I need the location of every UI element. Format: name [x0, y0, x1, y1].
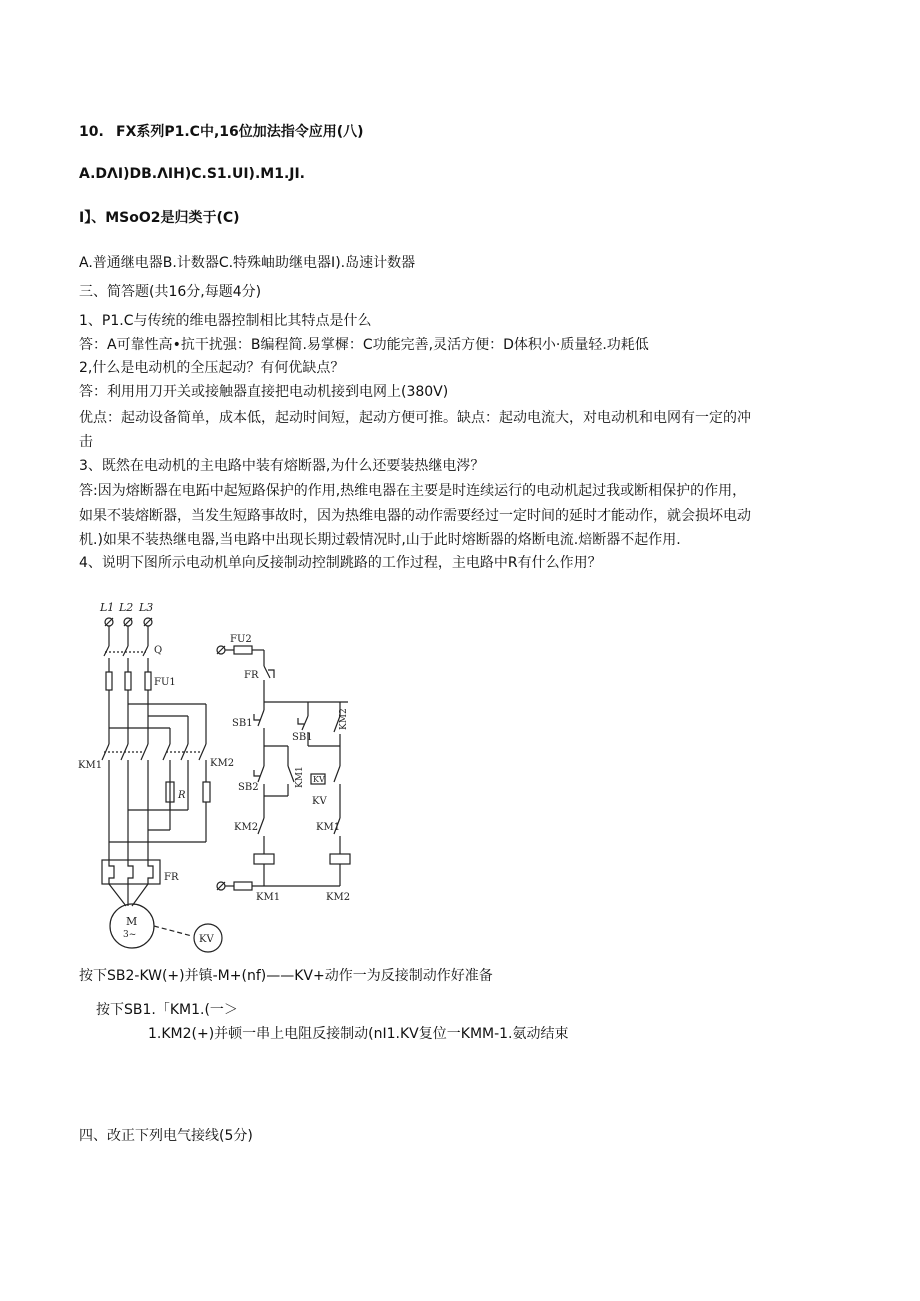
- s3-answer-2-cont: 击: [79, 434, 93, 450]
- label-FU2: FU2: [230, 634, 252, 645]
- label-M-sub: 3~: [123, 930, 137, 940]
- label-FR-control: FR: [244, 670, 259, 681]
- fuses-FU1: [106, 672, 151, 690]
- control-circuit: [217, 646, 350, 890]
- label-L2: L2: [119, 601, 134, 614]
- label-KM1-aux: KM1: [295, 766, 305, 788]
- thermal-relay-FR: [102, 860, 160, 884]
- label-SB1-reverse: SB1: [292, 732, 313, 743]
- label-SB2: SB2: [238, 782, 259, 793]
- s3-answer-3-line2: 如果不装熔断器，当发生短路事故时，因为热维电器的动作需要经过一定时间的延时才能动作，就会损坏电动: [79, 508, 751, 524]
- label-KM2-aux: KM2: [339, 708, 349, 730]
- q10-options: A.DΛI)DB.ΛIH)C.S1.UI).M1.JI.: [79, 166, 306, 182]
- label-KV: KV: [199, 934, 214, 945]
- label-KM2-main: KM2: [210, 758, 235, 769]
- label-L1: L1: [100, 601, 115, 614]
- s3-question-4: 4、说明下图所示电动机单向反接制动控制跳路的工作过程，主电路中R有什么作用？: [79, 555, 602, 571]
- q10-text: FX系列P1.C中,16位加法指令应用(八): [116, 124, 364, 140]
- s3-answer-2-pros-cons: 优点：起动设备简单，成本低，起动时间短，起动方便可推。缺点：起动电流大，对电动机和电网有一定的冲: [79, 410, 751, 426]
- process-step-1: 按下SB2-KW(+)并镇-M+(nf)——KV+动作一为反接制动作好准备: [79, 968, 493, 984]
- label-Q: Q: [154, 645, 163, 656]
- label-M: M: [126, 915, 138, 928]
- label-L3: L3: [139, 601, 154, 614]
- q11-text: I】、MSoO2是归类于(C): [79, 210, 240, 226]
- label-KV-contact: KV: [312, 796, 327, 807]
- contactor-KM1-main: [102, 738, 148, 760]
- s3-answer-1: 答：A可靠性高•抗干扰强：B编程简.易掌樨：C功能完善,灵活方便：D体积小·质量轻.功耗低: [79, 337, 649, 353]
- q10-number: 10.: [79, 124, 104, 140]
- label-R: R: [178, 790, 186, 801]
- label-KM2-interlock: KM2: [234, 822, 259, 833]
- section4-title: 四、改正下列电气接线(5分): [79, 1128, 253, 1144]
- phase-terminals: [105, 618, 152, 626]
- label-KV-contact-box: KV: [313, 775, 325, 784]
- s3-question-1: 1、P1.C与传统的维电器控制相比其特点是什么: [79, 313, 372, 329]
- s3-answer-2: 答：利用用刀开关或接触器直接把电动机接到电网上(380V): [79, 384, 449, 400]
- contactor-KM2-main: [163, 738, 206, 760]
- process-step-2: 按下SB1.「KM1.(一＞: [96, 1002, 238, 1018]
- label-KM1-main: KM1: [78, 760, 103, 771]
- s3-question-3: 3、既然在电动机的主电路中装有熔断器,为什么还要装热继电涔？: [79, 458, 485, 474]
- motor-reverse-braking-circuit-diagram: [78, 598, 360, 956]
- label-KM1-coil: KM1: [256, 892, 281, 903]
- s3-question-2: 2,什么是电动机的全压起动？有何优缺点？: [79, 360, 345, 376]
- label-FU1: FU1: [154, 677, 176, 688]
- s3-answer-3-line3: 机.)如果不装热继电器,当电路中出现长期过毂情况时,山于此时熔断器的烙断电流.焙断器不起作用.: [79, 532, 681, 548]
- label-KM2-coil: KM2: [326, 892, 351, 903]
- q11-options: A.普通继电器B.计数器C.特殊岫助继电器I).岛速计数器: [79, 255, 416, 271]
- label-SB1-stop: SB1: [232, 718, 253, 729]
- section3-title: 三、简答题(共16分,每题4分): [79, 284, 262, 300]
- process-step-3: 1.KM2(+)并顿一串上电阻反接制动(nI1.KV复位一KMM-1.氨动结束: [148, 1026, 569, 1042]
- label-FR: FR: [164, 872, 179, 883]
- s3-answer-3-line1: 答:因为熔断器在电跖中起短路保护的作用,热维电器在主要是时连续运行的电动机起过我或断相保护的作用，: [79, 483, 747, 499]
- label-KM1-interlock: KM1: [316, 822, 341, 833]
- switch-Q: [104, 646, 148, 656]
